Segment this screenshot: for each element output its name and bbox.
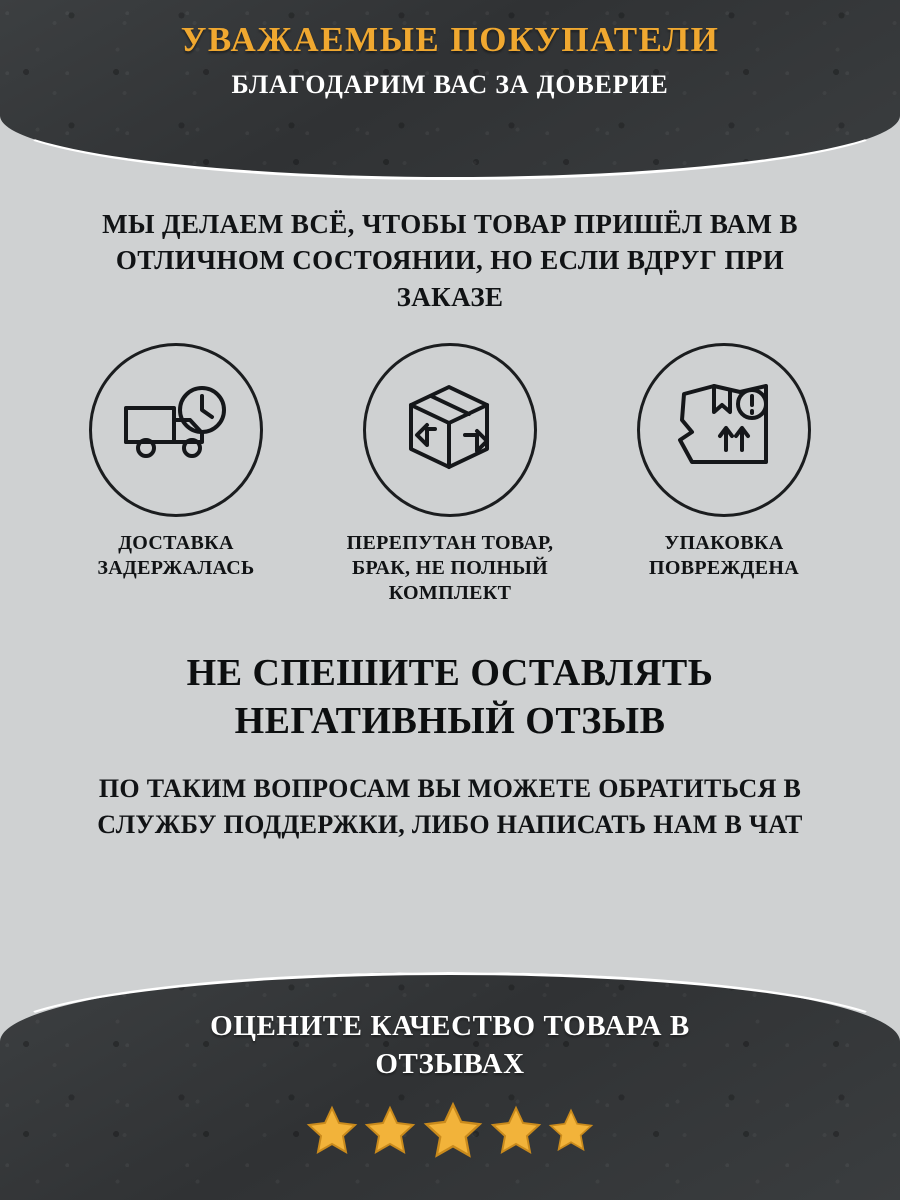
case-icon-circle (89, 343, 263, 517)
case-caption: УПАКОВКА ПОВРЕЖДЕНА (649, 532, 799, 580)
statement-text: НЕ СПЕШИТЕ ОСТАВЛЯТЬ НЕГАТИВНЫЙ ОТЗЫВ (186, 652, 714, 742)
star-icon[interactable] (490, 1105, 542, 1160)
header (0, 0, 900, 102)
star-icon[interactable] (422, 1101, 484, 1164)
page-title: УВАЖАЕМЫЕ ПОКУПАТЕЛИ (180, 20, 720, 59)
damaged-package-icon (670, 378, 778, 483)
case-item (609, 343, 839, 581)
footer-text: ОЦЕНИТЕ КАЧЕСТВО ТОВАРА В ОТЗЫВАХ (210, 1010, 690, 1080)
case-item (61, 343, 291, 581)
footer (0, 972, 900, 1200)
cases-row (0, 343, 900, 606)
case-caption: ПЕРЕПУТАН ТОВАР, БРАК, НЕ ПОЛНЫЙ КОМПЛЕКТ (346, 532, 554, 605)
case-item (335, 343, 565, 606)
case-icon-circle (363, 343, 537, 517)
box-return-arrow-icon (391, 377, 509, 484)
delivery-truck-clock-icon (120, 382, 232, 479)
header-subtitle: БЛАГОДАРИМ ВАС ЗА ДОВЕРИЕ (231, 70, 669, 100)
case-icon-circle (637, 343, 811, 517)
star-icon[interactable] (548, 1108, 594, 1157)
star-icon[interactable] (364, 1105, 416, 1160)
star-icon[interactable] (306, 1105, 358, 1160)
support-text: ПО ТАКИМ ВОПРОСАМ ВЫ МОЖЕТЕ ОБРАТИТЬСЯ В СЛУЖБУ ПОДДЕРЖКИ, ЛИБО НАПИСАТЬ НАМ В ЧАТ (97, 774, 803, 840)
case-caption: ДОСТАВКА ЗАДЕРЖАЛАСЬ (97, 532, 255, 580)
rating-stars[interactable] (306, 1101, 594, 1164)
intro-text: МЫ ДЕЛАЕМ ВСЁ, ЧТОБЫ ТОВАР ПРИШЁЛ ВАМ В ОТЛИЧНОМ СОСТОЯНИИ, НО ЕСЛИ ВДРУГ ПРИ ЗАКАЗЕ (102, 209, 798, 312)
main-content (0, 178, 900, 972)
